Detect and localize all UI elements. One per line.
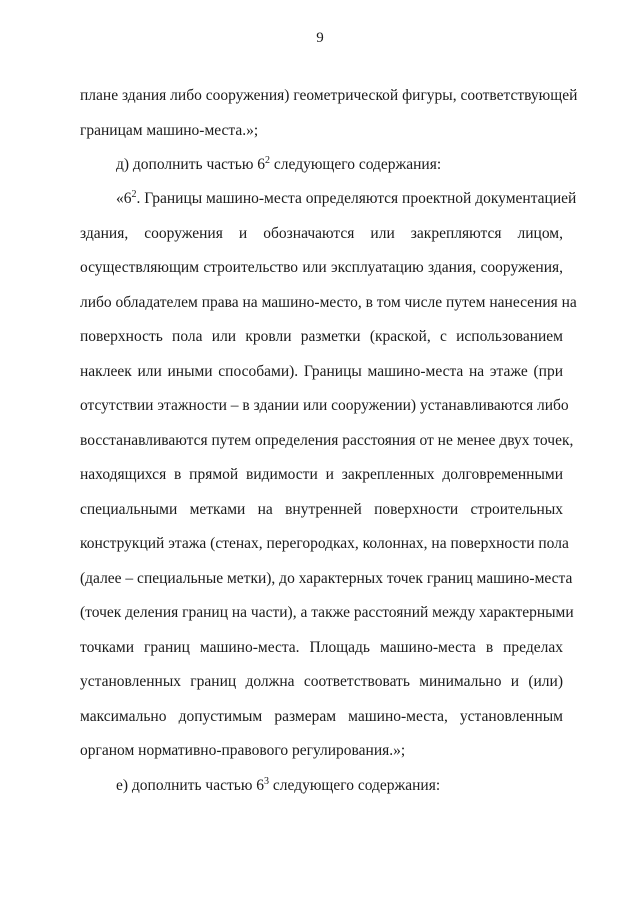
paragraph-amendment-d [80,148,563,183]
superscript: 3 [264,776,270,787]
paragraph-amendment-e [80,769,563,804]
text-line: максимально допустимым размерам машино-места, установленным [80,707,563,725]
superscript: 2 [131,189,137,200]
text-line: границам машино-места.»; [80,121,259,139]
text-line: конструкций этажа (стенах, перегородках, колоннах, на поверхности пола [80,535,569,552]
text-line: плане здания либо сооружения) геометрической фигуры, соответствующей [80,87,578,104]
paragraph-part-6-2 [80,182,577,769]
text-fragment: следующего содержания: [270,156,442,173]
text-fragment: . Границы машино-места определяются проектной документацией [136,190,577,207]
text-line [80,769,563,804]
text-line: точками границ машино-места. Площадь машино-места в пределах [80,638,563,656]
text-line: поверхность пола или кровли разметки (краской, с использованием [80,328,563,345]
text-line: установленных границ должна соответствовать минимально и (или) [80,673,563,690]
text-line [80,148,563,183]
text-fragment: следующего содержания: [269,777,441,794]
text-line: восстанавливаются путем определения расстояния от не менее двух точек, [80,431,574,449]
text-line: органом нормативно-правового регулирования.»; [80,742,406,759]
text-line: (далее – специальные метки), до характерных точек границ машино-места [80,569,573,587]
text-line: специальными метками на внутренней поверхности строительных [80,500,563,518]
text-fragment: д) дополнить частью 6 [116,156,266,173]
text-fragment: «6 [116,190,132,207]
text-fragment: е) дополнить частью 6 [116,777,265,794]
text-line: наклеек или иными способами). Границы машино-места на этаже (при [80,362,563,380]
text-line: либо обладателем права на машино-место, в том числе путем нанесения на [80,293,577,311]
page-number: 9 [316,30,324,46]
superscript: 2 [265,155,271,166]
text-line: отсутствии этажности – в здании или сооружении) устанавливаются либо [80,397,569,414]
text-line: находящихся в прямой видимости и закрепленных долговременными [80,466,563,483]
text-line: осуществляющим строительство или эксплуатацию здания, сооружения, [80,259,563,276]
text-line: (точек деления границ на части), а также расстояний между характерными [80,604,574,621]
paragraph-continuation [80,79,578,148]
text-line [80,182,577,217]
text-line: здания, сооружения и обозначаются или закрепляются лицом, [80,224,563,242]
